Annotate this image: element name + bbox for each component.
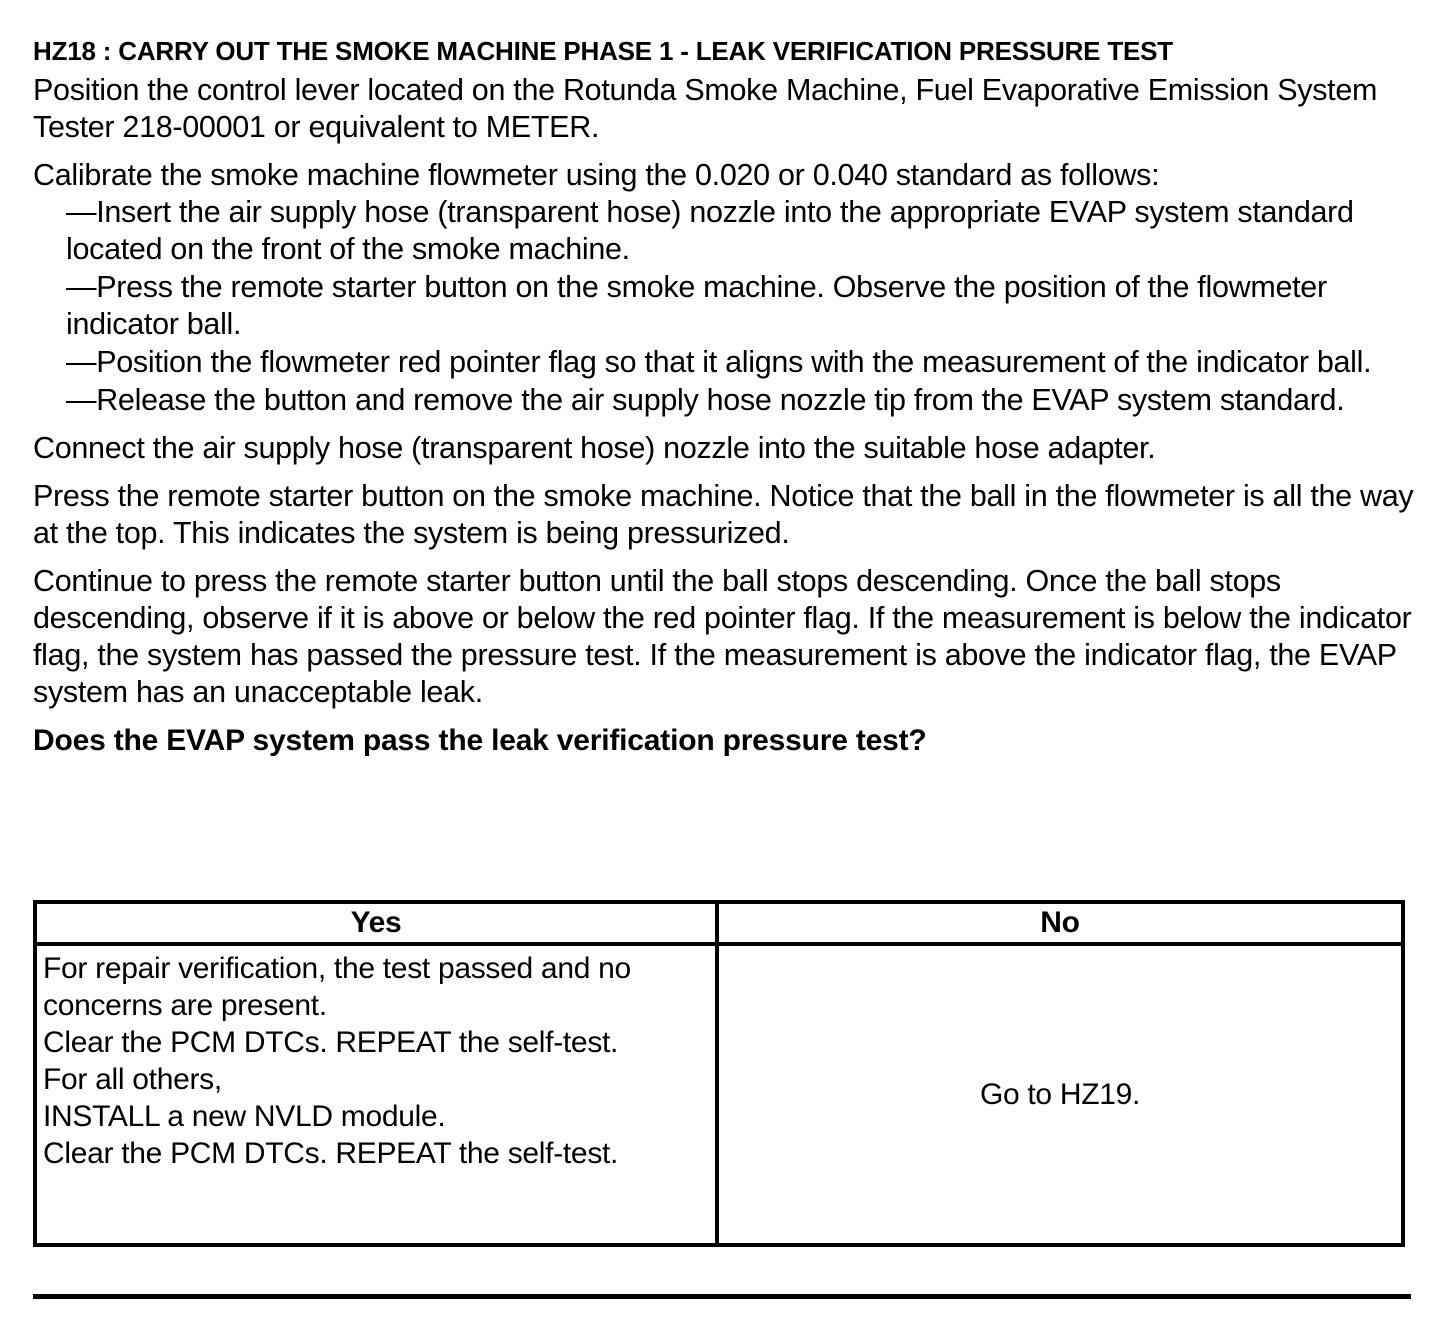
paragraph-continue-press: Continue to press the remote starter button until the ball stops descending. Once the ball stops descending, observe if it is above or below the red pointer flag. If the measurement is below the indicator flag, the system has passed the pressure test. If the measurement is above the indicator flag, the EVAP system has an unacceptable leak. (33, 564, 1412, 709)
yes-header: Yes (35, 902, 717, 944)
no-text: Go to HZ19. (979, 1077, 1141, 1111)
table-row (35, 944, 1403, 1245)
paragraph-press-button: Press the remote starter button on the smoke machine. Notice that the ball in the flowmeter is all the way at the top. This indicates the system is being pressurized. (33, 479, 1414, 550)
calibration-step: —Insert the air supply hose (transparent hose) nozzle into the appropriate EVAP system standard located on the front of the smoke machine. (66, 195, 1354, 266)
yes-line: Clear the PCM DTCs. REPEAT the self-test. (43, 1026, 619, 1059)
answer-table (33, 900, 1405, 1247)
yes-line: INSTALL a new NVLD module. (43, 1100, 446, 1133)
paragraph-connect-hose: Connect the air supply hose (transparent hose) nozzle into the suitable hose adapter. (33, 431, 1156, 465)
step-heading: HZ18 : CARRY OUT THE SMOKE MACHINE PHASE 1 - LEAK VERIFICATION PRESSURE TEST (33, 36, 1173, 66)
paragraph-calibrate: Calibrate the smoke machine flowmeter using the 0.020 or 0.040 standard as follows: (33, 158, 1160, 192)
yes-line: For all others, (43, 1063, 222, 1096)
no-header: No (717, 902, 1403, 944)
yes-line: For repair verification, the test passed and no (43, 952, 631, 985)
bottom-divider (33, 1294, 1411, 1299)
document-page (33, 34, 1418, 759)
calibration-step: —Release the button and remove the air supply hose nozzle tip from the EVAP system standard. (66, 383, 1345, 417)
question: Does the EVAP system pass the leak verification pressure test? (33, 724, 927, 757)
yes-line: Clear the PCM DTCs. REPEAT the self-test. (43, 1137, 619, 1170)
table-header-row (35, 902, 1403, 944)
calibration-steps (33, 194, 1418, 419)
yes-line: concerns are present. (43, 989, 327, 1022)
yes-cell (35, 944, 717, 1245)
paragraph-position-lever: Position the control lever located on the Rotunda Smoke Machine, Fuel Evaporative Emission System Tester 218-00001 or equivalent to METER. (33, 73, 1378, 144)
calibration-step: —Position the flowmeter red pointer flag so that it aligns with the measurement of the indicator ball. (66, 345, 1372, 379)
calibration-step: —Press the remote starter button on the smoke machine. Observe the position of the flowmeter indicator ball. (66, 270, 1327, 341)
no-cell (717, 944, 1403, 1245)
